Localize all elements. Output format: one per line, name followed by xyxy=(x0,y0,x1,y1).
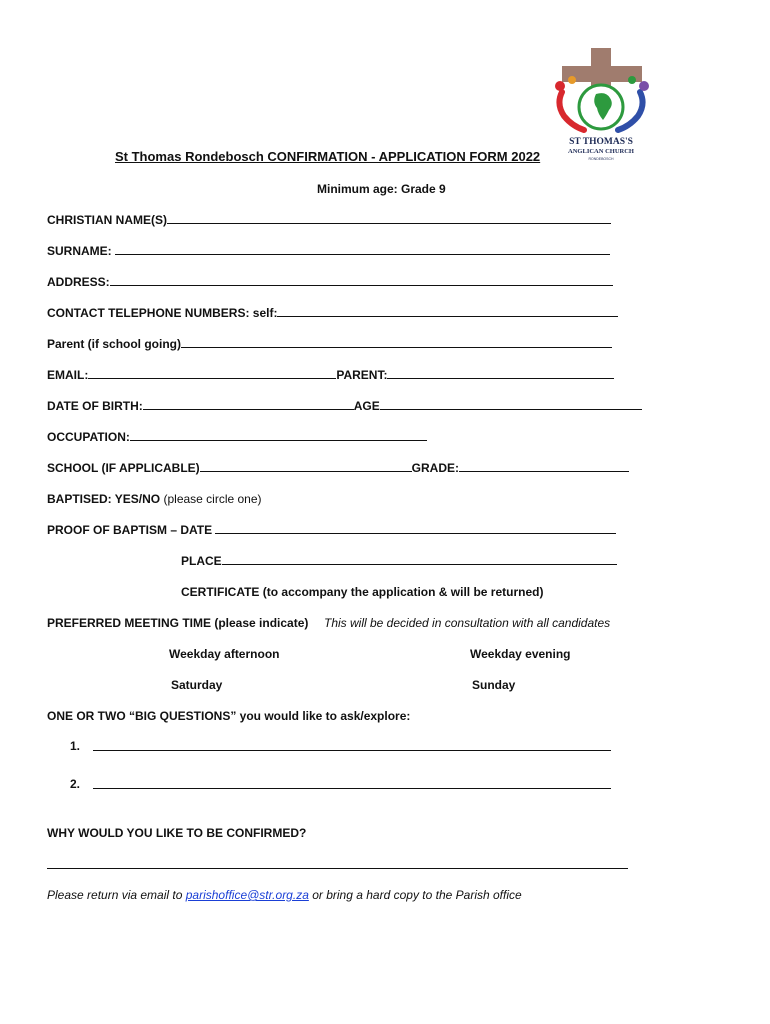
occupation-label: OCCUPATION: xyxy=(47,430,130,444)
meeting-option-saturday[interactable]: Saturday xyxy=(171,678,223,692)
contact-row xyxy=(47,305,618,321)
logo-name-line2: ANGLICAN CHURCH xyxy=(568,148,634,155)
address-row xyxy=(47,274,613,290)
address-field[interactable] xyxy=(110,274,613,286)
proof-place-field[interactable] xyxy=(222,553,617,565)
why-label: WHY WOULD YOU LIKE TO BE CONFIRMED? xyxy=(47,826,307,840)
purple-figure-head xyxy=(639,81,649,91)
email-row xyxy=(47,367,614,383)
proof-date-row xyxy=(47,522,616,538)
footer-note xyxy=(47,887,522,903)
age-field[interactable] xyxy=(380,398,642,410)
page-title: St Thomas Rondebosch CONFIRMATION - APPLICATION FORM 2022 xyxy=(115,149,541,164)
question-field-2[interactable] xyxy=(93,777,611,789)
proof-date-label: PROOF OF BAPTISM – DATE xyxy=(47,523,213,537)
email-field[interactable] xyxy=(88,367,336,379)
dob-label: DATE OF BIRTH: xyxy=(47,399,143,413)
footer-text-before: Please return via email to xyxy=(47,888,183,902)
address-label: ADDRESS: xyxy=(47,275,110,289)
orange-figure-head xyxy=(568,76,576,84)
age-label: AGE xyxy=(353,399,380,413)
occupation-row xyxy=(47,429,427,445)
green-figure-head xyxy=(628,76,636,84)
christian-names-field[interactable] xyxy=(167,212,611,224)
why-field[interactable] xyxy=(47,857,628,869)
questions-label: ONE OR TWO “BIG QUESTIONS” you would like to ask/explore: xyxy=(47,709,411,723)
parent-field[interactable] xyxy=(181,336,612,348)
question-row-2 xyxy=(70,776,80,792)
parent-row xyxy=(47,336,612,352)
red-figure-head xyxy=(555,81,565,91)
proof-place-row xyxy=(181,553,617,569)
grade-label: GRADE: xyxy=(411,461,460,475)
dob-field[interactable] xyxy=(143,398,354,410)
logo-name-line1: ST THOMAS'S xyxy=(569,137,633,147)
school-row xyxy=(47,460,629,476)
footer-text-after: or bring a hard copy to the Parish office xyxy=(312,888,522,902)
subtitle: Minimum age: Grade 9 xyxy=(317,182,446,196)
meeting-note: This will be decided in consultation with all candidates xyxy=(324,616,611,630)
christian-names-row xyxy=(47,212,611,228)
meeting-option-weekday-afternoon[interactable]: Weekday afternoon xyxy=(169,647,280,661)
school-field[interactable] xyxy=(200,460,412,472)
question-number-1: 1. xyxy=(70,739,81,753)
email-label: EMAIL: xyxy=(47,368,89,382)
grade-field[interactable] xyxy=(459,460,629,472)
email-parent-field[interactable] xyxy=(387,367,614,379)
surname-label: SURNAME: xyxy=(47,244,112,258)
baptised-row xyxy=(47,491,262,507)
contact-field[interactable] xyxy=(277,305,618,317)
proof-date-field[interactable] xyxy=(215,522,616,534)
parish-email-link[interactable]: parishoffice@str.org.za xyxy=(185,888,309,902)
dob-row xyxy=(47,398,642,414)
meeting-option-weekday-evening[interactable]: Weekday evening xyxy=(470,647,571,661)
occupation-field[interactable] xyxy=(130,429,427,441)
baptised-note: (please circle one) xyxy=(163,492,262,506)
email-parent-label: PARENT: xyxy=(336,368,388,382)
proof-place-label: PLACE xyxy=(181,554,222,568)
baptised-label[interactable]: BAPTISED: YES/NO xyxy=(47,492,161,506)
question-field-1[interactable] xyxy=(93,739,611,751)
school-label: SCHOOL (IF APPLICABLE) xyxy=(47,461,200,475)
meeting-option-sunday[interactable]: Sunday xyxy=(472,678,516,692)
proof-certificate: CERTIFICATE (to accompany the application & will be returned) xyxy=(181,585,544,599)
question-number-2: 2. xyxy=(70,777,81,791)
christian-names-label: CHRISTIAN NAME(S) xyxy=(47,213,167,227)
surname-field[interactable] xyxy=(115,243,610,255)
question-row-1 xyxy=(70,738,80,754)
logo-name-line3: RONDEBOSCH xyxy=(588,157,614,161)
surname-row xyxy=(47,243,610,259)
meeting-label: PREFERRED MEETING TIME (please indicate) xyxy=(47,616,309,630)
parent-label: Parent (if school going) xyxy=(47,337,181,351)
church-logo xyxy=(548,44,658,164)
contact-label: CONTACT TELEPHONE NUMBERS: self: xyxy=(47,306,278,320)
